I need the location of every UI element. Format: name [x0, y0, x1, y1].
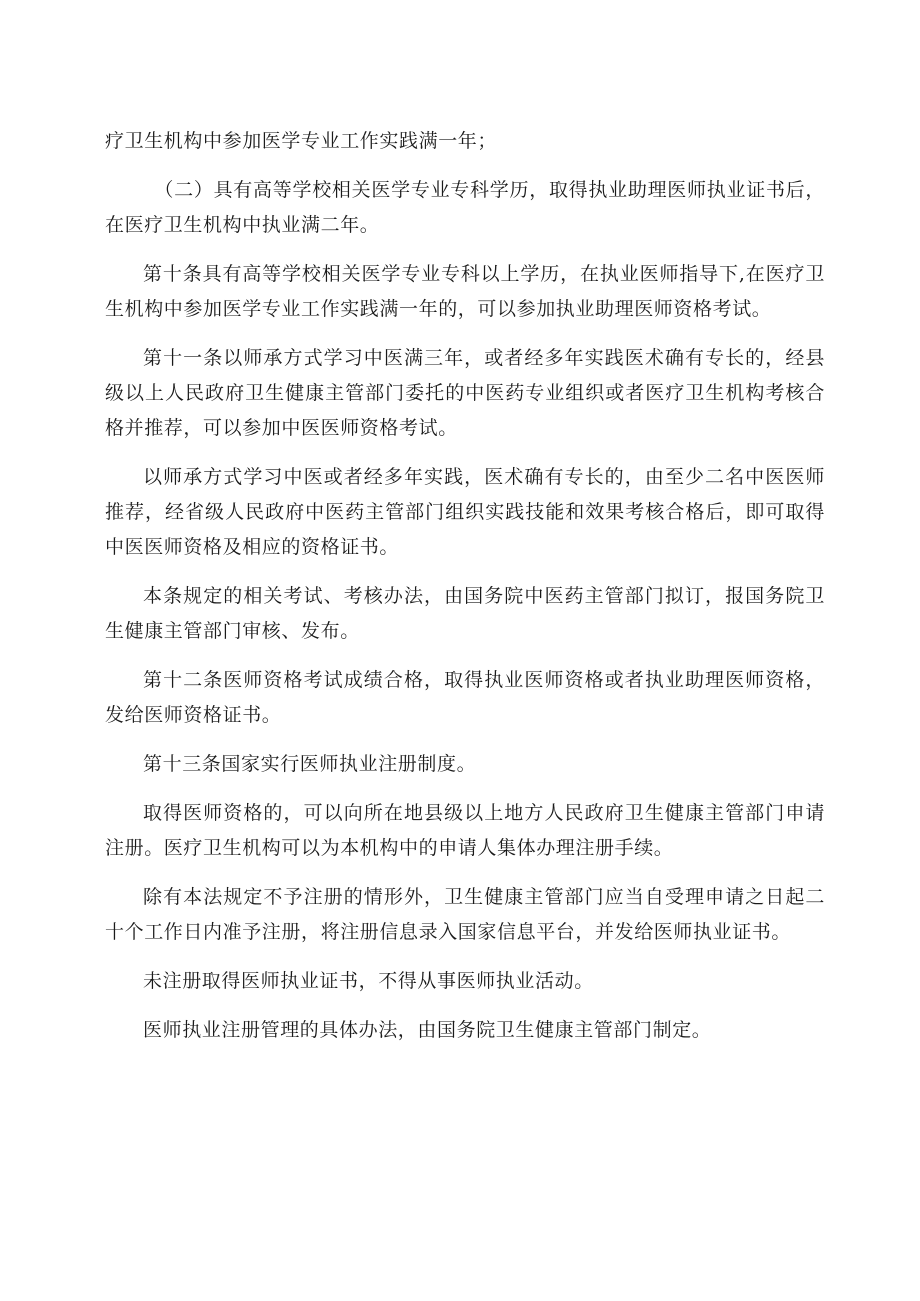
paragraph-article-12: 第十二条医师资格考试成绩合格，取得执业医师资格或者执业助理医师资格，发给医师资格证书。: [105, 669, 825, 726]
paragraph-article-13-clause-5: 医师执业注册管理的具体办法，由国务院卫生健康主管部门制定。: [143, 1019, 712, 1041]
paragraph-article-10: 第十条具有高等学校相关医学专业专科以上学历，在执业医师指导下,在医疗卫生机构中参加医学专业工作实践满一年的，可以参加执业助理医师资格考试。: [105, 263, 825, 320]
document-page: [105, 124, 825, 1048]
paragraph-article-13-clause-4: 未注册取得医师执业证书，不得从事医师执业活动。: [143, 970, 594, 992]
paragraph-article-11-clause-3: 本条规定的相关考试、考核办法，由国务院中医药主管部门拟订，报国务院卫生健康主管部门审核、发布。: [105, 585, 825, 642]
paragraph-article-11: 第十一条以师承方式学习中医满三年，或者经多年实践医术确有专长的，经县级以上人民政府卫生健康主管部门委托的中医药专业组织或者医疗卫生机构考核合格并推荐，可以参加中医医师资格考试。: [105, 347, 825, 439]
paragraph-article-13-clause-2: 取得医师资格的，可以向所在地县级以上地方人民政府卫生健康主管部门申请注册。医疗卫生机构可以为本机构中的申请人集体办理注册手续。: [105, 802, 825, 859]
paragraph-article-11-clause-2: 以师承方式学习中医或者经多年实践，医术确有专长的，由至少二名中医医师推荐，经省级人民政府中医药主管部门组织实践技能和效果考核合格后，即可取得中医医师资格及相应的资格证书。: [105, 466, 825, 558]
paragraph-article-13-clause-3: 除有本法规定不予注册的情形外，卫生健康主管部门应当自受理申请之日起二十个工作日内准予注册，将注册信息录入国家信息平台，并发给医师执业证书。: [105, 886, 825, 943]
paragraph-item-2: （二）具有高等学校相关医学专业专科学历，取得执业助理医师执业证书后，在医疗卫生机构中执业满二年。: [105, 179, 825, 236]
paragraph-continuation: 疗卫生机构中参加医学专业工作实践满一年；: [105, 130, 498, 152]
paragraph-article-13: 第十三条国家实行医师执业注册制度。: [143, 753, 477, 775]
